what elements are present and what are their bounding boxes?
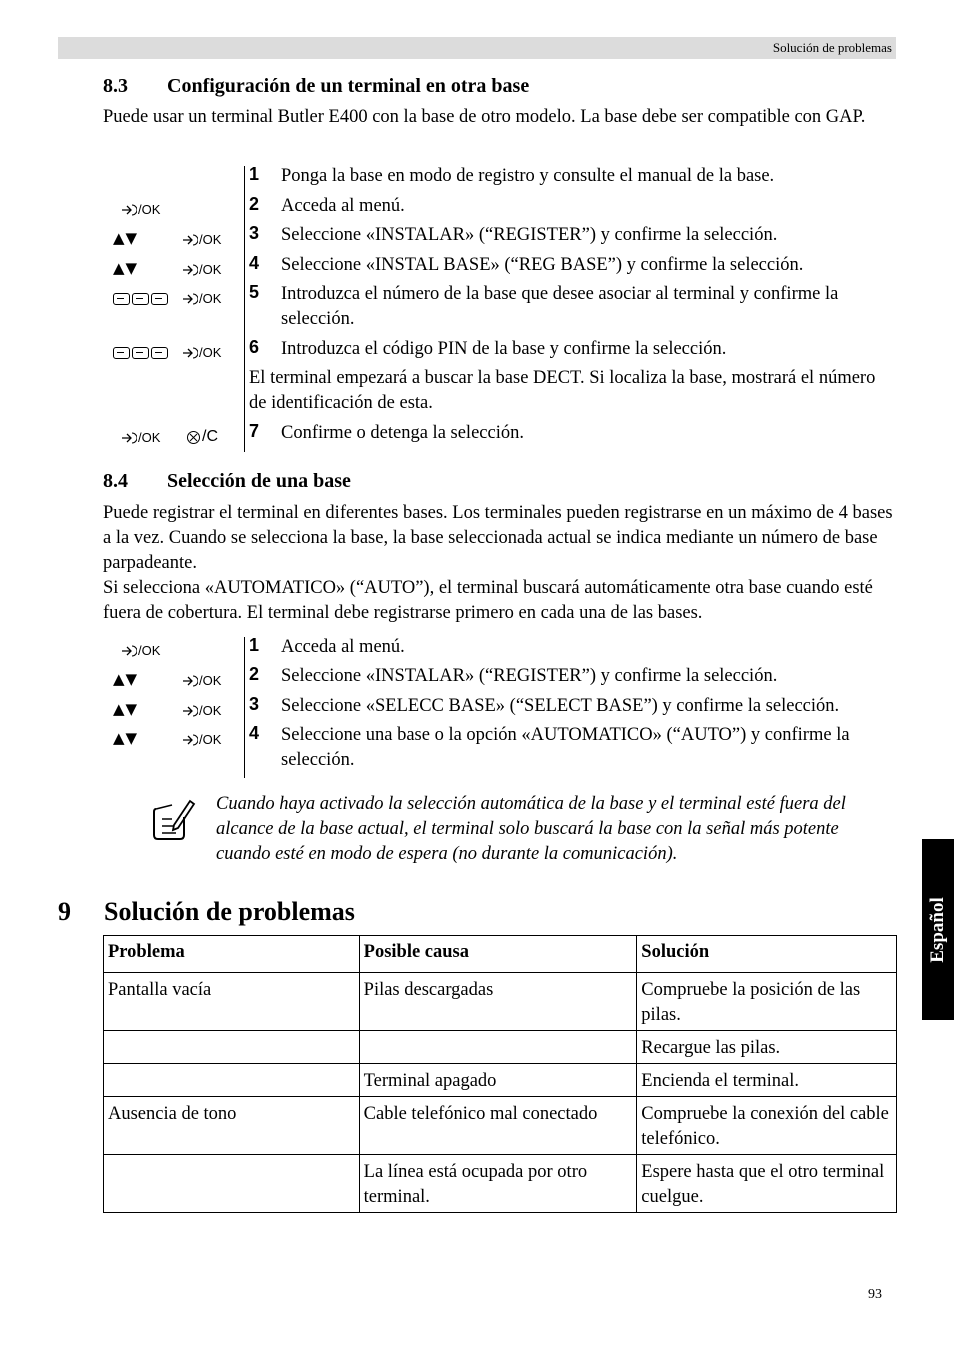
step-text: Seleccione «INSTALAR» (“REGISTER”) y confirme la selección. <box>281 666 778 686</box>
menu-ok-key-icon <box>182 732 221 747</box>
step-text: Acceda al menú. <box>281 196 405 216</box>
table-cell <box>104 1155 360 1213</box>
menu-arrow-icon <box>182 733 198 747</box>
menu-ok-key-icon <box>182 262 221 277</box>
table-row <box>104 1155 897 1213</box>
table-row <box>104 1064 897 1097</box>
ok-label: /OK <box>138 430 161 445</box>
table-cell: Recargue las pilas. <box>637 1031 897 1064</box>
step-text: Introduzca el código PIN de la base y confirme la selección. <box>281 339 727 359</box>
table-row <box>104 1097 897 1155</box>
note-text: Cuando haya activado la selección automática de la base y el terminal esté fuera del alcance de la base actual, el terminal solo buscará la base con la señal más potente cuando esté en modo de espera (no durante la comunicación). <box>216 794 846 864</box>
table-cell: Terminal apagado <box>359 1064 637 1097</box>
section-8-4-intro: Puede registrar el terminal en diferentes bases. Los terminales pueden registrarse en un máximo de 4 bases a la vez. Cuando se selecciona la base, la base seleccionada actual se indica mediante un número de base parpadeante. <box>103 503 893 573</box>
troubleshooting-table <box>103 935 897 1213</box>
table-cell <box>104 1031 360 1064</box>
menu-ok-key-icon <box>121 430 160 445</box>
menu-ok-key-icon <box>182 673 221 688</box>
up-down-arrows-icon: ▲▼ <box>113 700 139 718</box>
ok-label: /OK <box>199 232 222 247</box>
language-tab <box>922 839 954 1020</box>
step-text: Seleccione una base o la opción «AUTOMATICO» (“AUTO”) y confirme la selección. <box>281 725 850 770</box>
menu-ok-key-icon <box>182 291 221 306</box>
column-header: Solución <box>637 936 897 973</box>
step-text: Seleccione «SELECC BASE» (“SELECT BASE”) y confirme la selección. <box>281 696 840 716</box>
step-number: 1 <box>249 635 260 655</box>
step-text: Confirme o detenga la selección. <box>281 423 524 443</box>
table-cell: Compruebe la conexión del cable telefónico. <box>637 1097 897 1155</box>
menu-ok-key-icon <box>182 345 221 360</box>
up-down-arrows-icon: ▲▼ <box>113 259 139 277</box>
table-cell: Compruebe la posición de las pilas. <box>637 973 897 1031</box>
chapter-number: 9 <box>58 897 71 926</box>
step-number: 5 <box>249 282 260 302</box>
ok-label: /OK <box>199 732 222 747</box>
step-number: 2 <box>249 664 260 684</box>
up-down-arrows-icon: ▲▼ <box>113 229 139 247</box>
table-cell: Espere hasta que el otro terminal cuelgue. <box>637 1155 897 1213</box>
menu-ok-key-icon <box>121 202 160 217</box>
menu-arrow-icon <box>182 292 198 306</box>
running-header <box>58 37 896 59</box>
table-cell: La línea está ocupada por otro terminal. <box>359 1155 637 1213</box>
step-number: 2 <box>249 194 260 214</box>
ok-label: /OK <box>138 643 161 658</box>
step-number: 4 <box>249 253 260 273</box>
section-number: 8.4 <box>103 470 128 492</box>
menu-ok-key-icon <box>182 232 221 247</box>
page-number: 93 <box>868 1287 882 1302</box>
step-text: Seleccione «INSTALAR» (“REGISTER”) y confirme la selección. <box>281 225 778 245</box>
table-cell: Pilas descargadas <box>359 973 637 1031</box>
ok-label: /OK <box>199 345 222 360</box>
ok-label: /OK <box>199 673 222 688</box>
menu-arrow-icon <box>121 644 137 658</box>
steps-divider <box>244 166 245 452</box>
step-number: 4 <box>249 723 260 743</box>
table-row <box>104 973 897 1031</box>
step-number: 1 <box>249 164 260 184</box>
section-title: Configuración de un terminal en otra base <box>167 75 530 97</box>
table-cell <box>104 1064 360 1097</box>
section-8-3-intro: Puede usar un terminal Butler E400 con la base de otro modelo. La base debe ser compatible con GAP. <box>103 107 866 127</box>
section-number: 8.3 <box>103 75 128 97</box>
menu-arrow-icon <box>121 431 137 445</box>
ok-label: /OK <box>199 703 222 718</box>
menu-arrow-icon <box>121 203 137 217</box>
menu-arrow-icon <box>182 346 198 360</box>
section-8-4-auto-info: Si selecciona «AUTOMATICO» (“AUTO”), el terminal buscará automáticamente otra base cuando esté fuera de cobertura. El terminal debe registrarse primero en cada una de las bases. <box>103 578 873 623</box>
keypad-icon <box>113 293 168 305</box>
step-number: 6 <box>249 337 260 357</box>
step-number: 3 <box>249 694 260 714</box>
table-cell <box>359 1031 637 1064</box>
menu-arrow-icon <box>182 233 198 247</box>
step-number: 3 <box>249 223 260 243</box>
table-row <box>104 1031 897 1064</box>
step-text: Ponga la base en modo de registro y consulte el manual de la base. <box>281 166 775 186</box>
ok-label: /OK <box>199 291 222 306</box>
keypad-icon <box>113 347 168 359</box>
clear-key-icon <box>186 428 218 446</box>
search-info-text: El terminal empezará a buscar la base DECT. Si localiza la base, mostrará el número de identificación de esta. <box>249 368 876 413</box>
menu-arrow-icon <box>182 674 198 688</box>
language-tab-label: Español <box>927 896 948 963</box>
step-text: Introduzca el número de la base que desee asociar al terminal y confirme la selección. <box>281 284 839 329</box>
menu-arrow-icon <box>182 704 198 718</box>
table-cell: Cable telefónico mal conectado <box>359 1097 637 1155</box>
column-header: Posible causa <box>359 936 637 973</box>
back-arrow-icon <box>186 430 201 445</box>
menu-ok-key-icon <box>182 703 221 718</box>
steps-divider <box>244 637 245 778</box>
table-cell: Pantalla vacía <box>104 973 360 1031</box>
running-title: Solución de problemas <box>772 40 892 55</box>
menu-arrow-icon <box>182 263 198 277</box>
ok-label: /OK <box>199 262 222 277</box>
step-number: 7 <box>249 421 260 441</box>
table-header-row <box>104 936 897 973</box>
up-down-arrows-icon: ▲▼ <box>113 670 139 688</box>
menu-ok-key-icon <box>121 643 160 658</box>
up-down-arrows-icon: ▲▼ <box>113 729 139 747</box>
chapter-title: Solución de problemas <box>104 897 355 926</box>
note-icon <box>150 795 196 843</box>
table-cell: Ausencia de tono <box>104 1097 360 1155</box>
section-title: Selección de una base <box>167 470 351 492</box>
section-8-4-heading <box>103 470 803 496</box>
section-8-3-heading <box>103 75 803 101</box>
step-text: Acceda al menú. <box>281 637 405 657</box>
step-text: Seleccione «INSTAL BASE» (“REG BASE”) y confirme la selección. <box>281 255 804 275</box>
c-label: /C <box>202 428 218 445</box>
chapter-9-heading <box>58 897 558 929</box>
column-header: Problema <box>104 936 360 973</box>
ok-label: /OK <box>138 202 161 217</box>
table-cell: Encienda el terminal. <box>637 1064 897 1097</box>
